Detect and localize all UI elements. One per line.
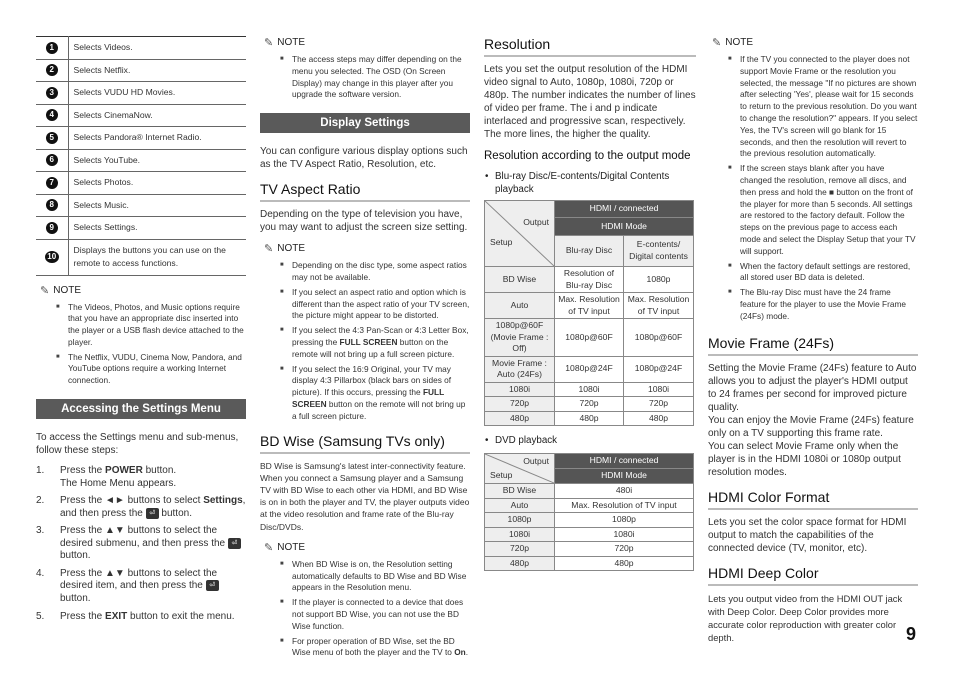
table-cell: 1080p@60F (624, 319, 694, 357)
pencil-icon: ✎ (264, 243, 274, 256)
note-item (260, 287, 470, 322)
resolution-table-bluray (484, 200, 694, 426)
note-heading: ✎ NOTE (264, 243, 305, 256)
button-name: FULL SCREEN (339, 336, 398, 347)
table-row (36, 104, 246, 127)
table-cell: 1080p@24F (555, 356, 624, 382)
row-header-cell: 480p (485, 411, 555, 426)
step-text-part: Press the (60, 610, 106, 622)
button-name: FULL SCREEN (292, 387, 445, 409)
header-hdmi-connected: HDMI / connected (555, 454, 694, 469)
step-text (60, 568, 246, 606)
table-corner-cell: Output Setup (485, 454, 555, 484)
movie-frame-p2: You can enjoy the Movie Frame (24Fs) feature only on a TV supporting this frame rate. (708, 414, 914, 439)
display-intro: You can configure various display options such as the TV Aspect Ratio, Resolution, etc. (260, 146, 468, 171)
table-cell: Max. Resolution of TV input (555, 498, 694, 513)
button-name: POWER (105, 465, 143, 477)
header-bluray: Blu-ray Disc (555, 235, 624, 266)
number-cell (36, 194, 68, 217)
step-text-part: button. (60, 593, 91, 604)
bullet-dvd: • DVD playback (485, 435, 558, 446)
home-menu-items-table (36, 36, 246, 276)
heading-tv-aspect: TV Aspect Ratio (260, 181, 470, 202)
description-cell: Selects Settings. (68, 217, 246, 240)
row-header-cell: 1080p@60F (Movie Frame : Off) (485, 319, 555, 357)
number-cell (36, 82, 68, 105)
row-header-cell: 1080i (485, 527, 555, 542)
step-text (60, 525, 246, 563)
header-hdmi-connected: HDMI / connected (555, 201, 694, 218)
note-text: . (465, 647, 469, 658)
note-item (260, 260, 470, 284)
step-number: 5. (36, 610, 45, 622)
number-cell (36, 104, 68, 127)
column-4 (708, 36, 918, 644)
movie-frame-p1: Setting the Movie Frame (24Fs) feature to Auto allows you to adjust the player's HDMI output to 24 frames per second for improved picture quality. (708, 362, 917, 413)
row-header-cell: Movie Frame : Auto (24Fs) (485, 356, 555, 382)
section-title-bar: Accessing the Settings Menu (36, 399, 246, 419)
note-list (260, 54, 470, 101)
description-cell: Displays the buttons you can use on the remote to access functions. (68, 239, 246, 275)
number-badge: 1 (46, 42, 58, 54)
table-row (36, 82, 246, 105)
step-text-part: , and then press the (60, 495, 246, 519)
table-row (485, 267, 694, 293)
table-row (36, 127, 246, 150)
note-item (260, 597, 470, 632)
note-item: ■ The access steps may differ depending on the menu you selected. The OSD (On Screen Display) may change in this player after you upgrade the software version. (260, 54, 470, 101)
table-row (485, 542, 694, 557)
note-text: If you select the 4:3 Pan-Scan or 4:3 Letter Box, pressing the (292, 325, 469, 347)
table-row (36, 59, 246, 82)
table-row (36, 239, 246, 275)
row-header-cell: Auto (485, 498, 555, 513)
number-cell (36, 37, 68, 60)
heading-hdmi-color: HDMI Color Format (708, 489, 918, 510)
row-header-cell: 720p (485, 397, 555, 412)
heading-movie-frame: Movie Frame (24Fs) (708, 335, 918, 356)
number-badge: 7 (46, 177, 58, 189)
heading-resolution: Resolution (484, 36, 696, 57)
table-cell: 1080i (555, 527, 694, 542)
table-cell: 720p (555, 397, 624, 412)
hdmi-color-body: Lets you set the color space format for HDMI output to match the capabilities of the connected device (TV, monitor, etc). (708, 516, 907, 554)
description-cell: Selects Netflix. (68, 59, 246, 82)
step-text-part: button. (158, 507, 192, 519)
table-row (485, 484, 694, 499)
note-text: If the player is connected to a device that does not support BD Wise, you can not use the BD Wise function. (292, 597, 464, 631)
tv-aspect-body: Depending on the type of television you have, you may want to adjust the screen size setting. (260, 209, 468, 234)
note-item: ■ The Videos, Photos, and Music options require that you have an appropriate disc inserted into the player or a USB flash device attached to the player. (36, 302, 246, 349)
row-header-cell: Auto (485, 293, 555, 319)
enter-button-icon: ⏎ (146, 508, 159, 519)
number-badge: 5 (46, 132, 58, 144)
table-cell: Max. Resolution of TV input (624, 293, 694, 319)
note-text: If you select an aspect ratio and option which is different than the aspect ratio of your TV screen, the picture might appear to be distorted. (292, 286, 470, 321)
step-text (60, 611, 235, 624)
table-cell: 720p (624, 397, 694, 412)
table-row (485, 293, 694, 319)
table-row (485, 556, 694, 571)
number-cell (36, 239, 68, 275)
table-cell: 480p (624, 411, 694, 426)
resolution-subheading: Resolution according to the output mode (484, 150, 691, 162)
table-cell: 480p (555, 411, 624, 426)
description-cell: Selects Music. (68, 194, 246, 217)
column-2 (260, 36, 470, 662)
note-list (260, 260, 470, 422)
note-heading: ✎ NOTE (264, 37, 305, 49)
step-number: 3. (36, 525, 45, 537)
note-item (260, 364, 470, 423)
note-text: When BD Wise is on, the Resolution setting automatically defaults to BD Wise and BD Wise appears in the Resolution menu. (292, 558, 467, 593)
table-cell: 480p (555, 556, 694, 571)
number-badge: 3 (46, 87, 58, 99)
step-text (60, 495, 246, 520)
number-cell (36, 149, 68, 172)
number-badge: 10 (45, 251, 59, 263)
table-cell: 1080i (624, 382, 694, 397)
step-text-part: Press the ▲▼ buttons to select the desired item, and then press the (60, 567, 218, 592)
section-title-bar: Display Settings (260, 113, 470, 133)
table-row (36, 217, 246, 240)
note-item: ■ The Netflix, VUDU, Cinema Now, Pandora, and YouTube options require a working Internet connection. (36, 352, 246, 387)
header-hdmi-mode: HDMI Mode (555, 469, 694, 484)
step-text-part: button. (142, 465, 177, 477)
button-name: EXIT (105, 610, 128, 622)
resolution-body: Lets you set the output resolution of the HDMI video signal to Auto, 1080p, 1080i, 720p or 480p. The number indicates the number of lines of video per frame. The i and p indicate interlaced and progressive scan, respectively. The more lines, the higher the quality. (484, 64, 696, 140)
table-row (485, 513, 694, 528)
step-text (60, 465, 176, 490)
note-text: button on the remote will not bring up a full screen picture. (292, 336, 455, 359)
number-cell (36, 59, 68, 82)
step-text-part: button to exit the menu. (127, 610, 235, 622)
description-cell: Selects VUDU HD Movies. (68, 82, 246, 105)
table-row (485, 356, 694, 382)
step-item (36, 525, 246, 563)
step-text-part: button. (60, 550, 91, 562)
step-item (36, 465, 246, 490)
step-item (36, 568, 246, 606)
table-cell: 1080p@24F (624, 356, 694, 382)
table-row (485, 498, 694, 513)
note-text: Depending on the disc type, some aspect ratios may not be available. (292, 260, 467, 282)
pencil-icon: ✎ (264, 541, 274, 554)
row-header-cell: BD Wise (485, 484, 555, 499)
note-heading: ✎ NOTE (264, 541, 305, 554)
enter-button-icon: ⏎ (228, 538, 241, 549)
number-badge: 2 (46, 64, 58, 76)
note-item (260, 636, 470, 660)
note-text: If you select the 16:9 Original, your TV may display 4:3 Pillarbox (black bars on sides of picture). If this occurs, pressing the (292, 363, 452, 398)
number-cell (36, 172, 68, 195)
heading-hdmi-deep: HDMI Deep Color (708, 565, 918, 586)
step-number: 1. (36, 465, 45, 477)
step-number: 4. (36, 567, 45, 579)
table-corner-cell: Output Setup (485, 201, 555, 267)
note-heading: ✎ NOTE (712, 37, 753, 49)
number-cell (36, 127, 68, 150)
note-list (708, 54, 918, 323)
table-cell: 1080p@60F (555, 319, 624, 357)
button-name: Settings (203, 495, 243, 507)
table-row (485, 411, 694, 426)
number-badge: 8 (46, 199, 58, 211)
number-badge: 4 (46, 109, 58, 121)
table-row (36, 149, 246, 172)
description-cell: Selects Videos. (68, 37, 246, 60)
table-cell: 1080p (624, 267, 694, 293)
step-text-part: Press the ▲▼ buttons to select the desired submenu, and then press the (60, 525, 226, 549)
row-header-cell: 1080p (485, 513, 555, 528)
accessing-intro: To access the Settings menu and sub-menus, follow these steps: (36, 432, 239, 457)
description-cell: Selects YouTube. (68, 149, 246, 172)
column-1 (36, 36, 246, 628)
note-list (260, 559, 470, 659)
enter-button-icon: ⏎ (206, 580, 219, 591)
step-text-part: Press the ◄► buttons to select (60, 495, 204, 507)
row-header-cell: BD Wise (485, 267, 555, 293)
note-item: ■ If the TV you connected to the player does not support Movie Frame or the resolution you selected, the message "If no pictures are shown after selecting 'Yes', please wait for 15 seconds to return to the previous resolution. Do you want to change the resolution?" appears. If you select Yes, the TV's screen will go blank for 15 seconds, and then the resolution will revert to the previous resolution automatically. (708, 54, 918, 160)
heading-bd-wise: BD Wise (Samsung TVs only) (260, 433, 470, 454)
table-row (36, 172, 246, 195)
pencil-icon: ✎ (40, 284, 50, 297)
table-row (485, 527, 694, 542)
resolution-table-dvd (484, 453, 694, 571)
description-cell: Selects CinemaNow. (68, 104, 246, 127)
note-item: ■ If the screen stays blank after you have changed the resolution, remove all discs, and then press and hold the ■ button on the front of the player for more than 5 seconds. All settings are restored to the factory default. Follow the steps on the previous page to access each mode and select the Display Setup that your TV will support. (708, 163, 918, 257)
table-row (485, 397, 694, 412)
table-row (485, 382, 694, 397)
step-number: 2. (36, 495, 45, 507)
number-cell (36, 217, 68, 240)
bullet-bluray: • Blu-ray Disc/E-contents/Digital Contents playback (485, 171, 670, 195)
column-3 (484, 36, 696, 571)
table-cell: Max. Resolution of TV input (555, 293, 624, 319)
row-header-cell: 480p (485, 556, 555, 571)
number-badge: 9 (46, 222, 58, 234)
pencil-icon: ✎ (712, 37, 722, 49)
page-number: 9 (905, 624, 916, 644)
table-cell: 1080p (555, 513, 694, 528)
number-badge: 6 (46, 154, 58, 166)
table-cell: 720p (555, 542, 694, 557)
table-cell: 1080i (555, 382, 624, 397)
table-row (36, 37, 246, 60)
note-heading: ✎ NOTE (40, 284, 81, 297)
note-text: For proper operation of BD Wise, set the BD Wise menu of both the player and the TV to (292, 635, 455, 658)
table-row (485, 319, 694, 357)
steps-list (36, 465, 246, 623)
bd-wise-body: BD Wise is Samsung's latest inter-connectivity feature. When you connect a Samsung player and a Samsung TV with BD Wise to each other via HDMI, and BD Wise is on in both the player and TV, the player outputs video at the video resolution and frame rate of the Blu-ray Disc/DVDs. (260, 460, 470, 532)
step-item (36, 611, 246, 624)
step-item (36, 495, 246, 520)
step-text-part: Press the (60, 465, 106, 477)
note-list (36, 302, 246, 388)
row-header-cell: 1080i (485, 382, 555, 397)
note-item (260, 325, 470, 360)
description-cell: Selects Pandora® Internet Radio. (68, 127, 246, 150)
table-row (36, 194, 246, 217)
note-item: ■ The Blu-ray Disc must have the 24 frame feature for the player to use the Movie Frame (24Fs) mode. (708, 287, 918, 322)
header-econtents: E-contents/ Digital contents (624, 235, 694, 266)
table-cell: 480i (555, 484, 694, 499)
header-hdmi-mode: HDMI Mode (555, 218, 694, 235)
note-item: ■ When the factory default settings are restored, all stored user BD data is deleted. (708, 261, 918, 285)
button-name: On (454, 647, 466, 658)
pencil-icon: ✎ (264, 37, 274, 49)
step-text-part: The Home Menu appears. (60, 477, 177, 489)
table-cell: Resolution of Blu-ray Disc (555, 267, 624, 293)
note-item (260, 559, 470, 594)
row-header-cell: 720p (485, 542, 555, 557)
movie-frame-p3: You can select Movie Frame only when the player is in the HDMI 1080i or 1080p output resolution modes. (708, 440, 901, 478)
description-cell: Selects Photos. (68, 172, 246, 195)
hdmi-deep-body: Lets you output video from the HDMI OUT jack with Deep Color. Deep Color provides more accurate color reproduction with greater color depth. (708, 592, 903, 643)
note-text: button on the remote will not bring up a full screen picture. (292, 398, 466, 421)
